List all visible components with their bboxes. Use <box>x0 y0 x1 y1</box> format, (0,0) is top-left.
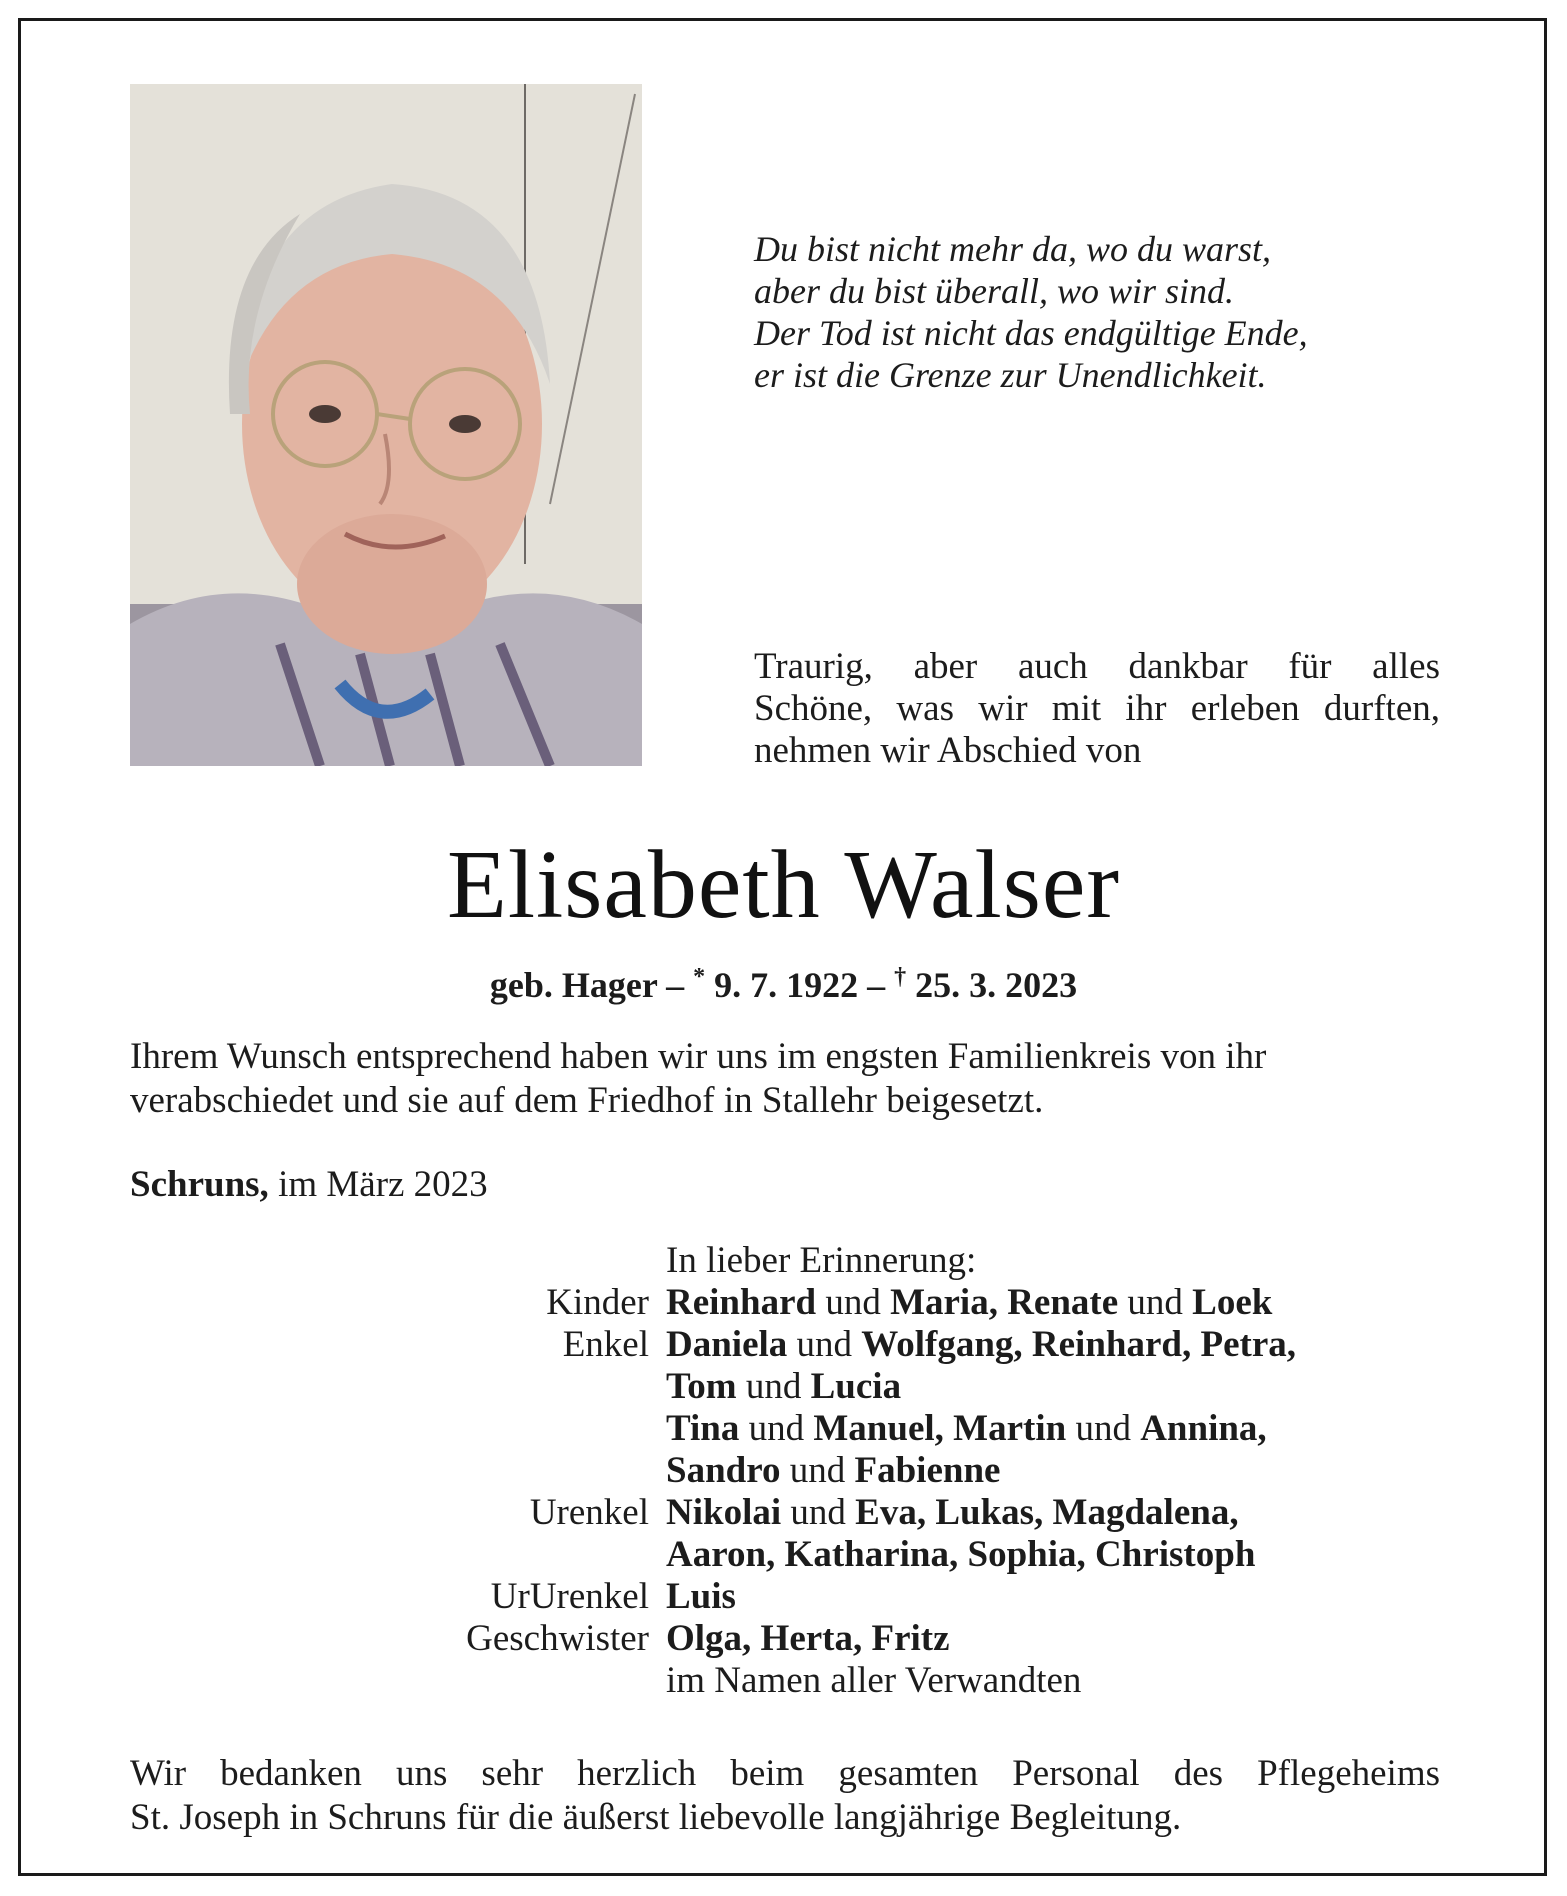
family-connector: und <box>1118 1282 1193 1323</box>
family-member-name: Daniela <box>666 1324 788 1365</box>
family-list <box>0 1240 1567 1702</box>
place-and-date <box>130 1163 488 1207</box>
body-line: Ihrem Wunsch entsprechend haben wir uns im engsten Familienkreis von ihr <box>130 1036 1267 1077</box>
portrait-icon <box>130 84 642 766</box>
family-member-name: Lucia <box>810 1366 902 1407</box>
family-heading-row <box>0 1240 1567 1282</box>
family-row <box>0 1660 1567 1702</box>
family-connector: und <box>1066 1408 1141 1449</box>
family-names <box>666 1660 1081 1702</box>
poem-line: er ist die Grenze zur Unendlichkeit. <box>754 355 1267 395</box>
poem-line: aber du bist überall, wo wir sind. <box>754 271 1235 311</box>
thanks-note <box>130 1752 1440 1840</box>
family-connector: und <box>816 1282 891 1323</box>
family-connector: und <box>781 1492 856 1533</box>
date-separator: – <box>858 965 895 1005</box>
family-member-name: Wolfgang, Reinhard, Petra, <box>861 1324 1297 1365</box>
family-row <box>0 1534 1567 1576</box>
family-relation-label: Geschwister <box>466 1618 649 1659</box>
family-heading: In lieber Erinnerung: <box>666 1240 977 1281</box>
family-relation-label: Enkel <box>562 1324 649 1365</box>
intro-line: Traurig, aber auch dankbar für alles <box>754 646 1440 687</box>
family-names <box>666 1408 1267 1450</box>
death-cross-icon: † <box>894 964 907 990</box>
family-row <box>0 1576 1567 1618</box>
burial-notice <box>130 1035 1440 1123</box>
family-names <box>666 1534 1255 1576</box>
family-member-name: Eva, Lukas, Magdalena, <box>855 1492 1239 1533</box>
date-separator: – <box>657 965 694 1005</box>
intro-line: Schöne, was wir mit ihr erleben durften, <box>754 688 1440 729</box>
family-connector: und <box>739 1408 814 1449</box>
family-row <box>0 1618 1567 1660</box>
birth-date: 9. 7. 1922 <box>705 965 859 1005</box>
family-member-name: Tina <box>666 1408 740 1449</box>
portrait-photo <box>130 84 642 766</box>
life-dates <box>0 955 1567 1007</box>
poem-line: Du bist nicht mehr da, wo du warst, <box>754 229 1272 269</box>
maiden-name: geb. Hager <box>489 965 658 1005</box>
intro-line: nehmen wir Abschied von <box>754 730 1142 771</box>
family-member-name: Luis <box>666 1576 736 1617</box>
body-line: verabschiedet und sie auf dem Friedhof in Stallehr beigesetzt. <box>130 1080 1044 1121</box>
family-member-name: Olga, Herta, Fritz <box>666 1618 950 1659</box>
family-member-name: Loek <box>1192 1282 1273 1323</box>
family-member-name: Fabienne <box>854 1450 1001 1491</box>
family-names <box>666 1324 1296 1366</box>
family-member-name: Aaron, Katharina, Sophia, Christoph <box>666 1534 1256 1575</box>
death-date: 25. 3. 2023 <box>906 965 1078 1005</box>
family-member-name: Nikolai <box>666 1492 782 1533</box>
family-row <box>0 1366 1567 1408</box>
family-relation-label: UrUrenkel <box>490 1576 649 1617</box>
family-row <box>0 1492 1567 1534</box>
family-member-name: Tom <box>666 1366 737 1407</box>
family-row <box>0 1408 1567 1450</box>
deceased-name: Elisabeth Walser <box>446 831 1121 939</box>
memorial-poem <box>754 228 1454 396</box>
family-row <box>0 1282 1567 1324</box>
family-member-name: Reinhard <box>666 1282 817 1323</box>
family-names <box>666 1576 736 1618</box>
poem-line: Der Tod ist nicht das endgültige Ende, <box>754 313 1308 353</box>
family-connector: und <box>787 1324 862 1365</box>
birth-star-icon: * <box>693 964 706 990</box>
family-connector: und <box>736 1366 811 1407</box>
family-member-name: Annina, <box>1140 1408 1267 1449</box>
family-relation-label: Kinder <box>546 1282 649 1323</box>
family-connector: und <box>780 1450 855 1491</box>
place-date: im März 2023 <box>268 1164 488 1205</box>
farewell-intro <box>754 646 1440 772</box>
family-member-name: Manuel, Martin <box>813 1408 1067 1449</box>
thanks-line: Wir bedanken uns sehr herzlich beim gesamten Personal des Pflegeheims <box>130 1753 1440 1794</box>
thanks-line: St. Joseph in Schruns für die äußerst liebevolle langjährige Begleitung. <box>130 1797 1182 1838</box>
family-names <box>666 1492 1239 1534</box>
family-connector: im Namen aller Verwandten <box>666 1660 1082 1701</box>
family-member-name: Maria, Renate <box>890 1282 1119 1323</box>
family-names <box>666 1366 901 1408</box>
family-names <box>666 1618 950 1660</box>
family-member-name: Sandro <box>666 1450 781 1491</box>
family-names <box>666 1282 1272 1324</box>
family-names <box>666 1450 1000 1492</box>
family-row <box>0 1450 1567 1492</box>
place-town: Schruns, <box>130 1164 269 1205</box>
family-relation-label: Urenkel <box>529 1492 649 1533</box>
family-row <box>0 1324 1567 1366</box>
